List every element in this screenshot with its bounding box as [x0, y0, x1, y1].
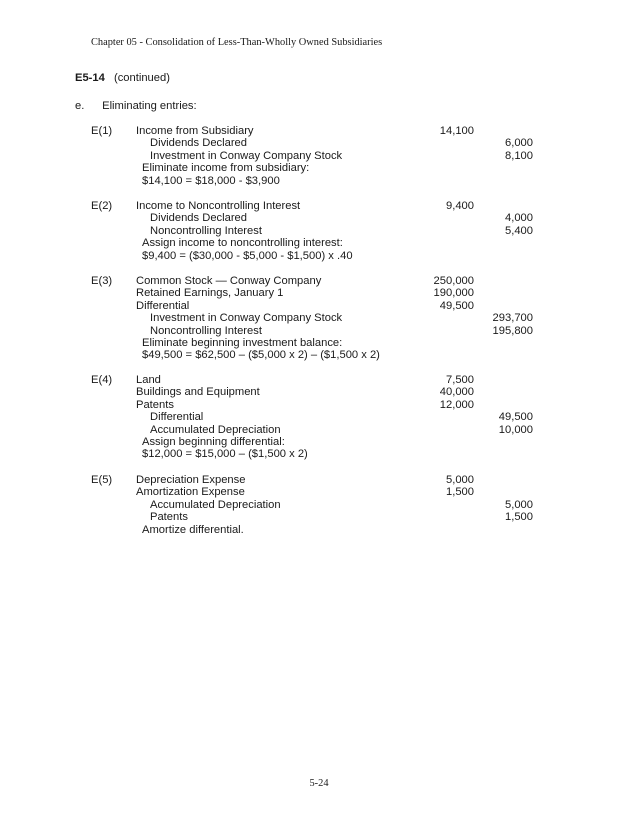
exercise-number: E5-14 — [75, 72, 105, 84]
credit-amount: 6,000 — [505, 137, 533, 150]
account-name: Noncontrolling Interest — [150, 224, 262, 237]
entry-id: E(1) — [91, 125, 113, 137]
credit-amount: 4,000 — [505, 212, 533, 225]
entry-line — [0, 499, 638, 511]
entry-explanation — [0, 237, 638, 249]
part-label: e. — [75, 100, 85, 112]
journal-entry — [0, 200, 638, 262]
account-name: Income to Noncontrolling Interest — [136, 200, 301, 212]
entry-explanation — [0, 349, 638, 361]
credit-amount: 8,100 — [505, 149, 533, 162]
account-name: Amortization Expense — [136, 486, 245, 499]
credit-amount: 293,700 — [492, 312, 533, 325]
entry-line — [0, 200, 638, 212]
entry-line — [0, 386, 638, 398]
debit-amount: 40,000 — [439, 386, 474, 399]
explanation-text: $14,100 = $18,000 - $3,900 — [142, 174, 280, 187]
entry-line — [0, 486, 638, 498]
entry-id: E(4) — [91, 374, 113, 386]
entry-line — [0, 399, 638, 411]
explanation-text: Amortize differential. — [142, 523, 244, 536]
entry-line — [0, 300, 638, 312]
account-name: Retained Earnings, January 1 — [136, 287, 284, 300]
entry-explanation — [0, 250, 638, 262]
entry-line — [0, 411, 638, 423]
account-name: Depreciation Expense — [136, 474, 246, 486]
debit-amount: 5,000 — [446, 474, 474, 486]
entry-line — [0, 325, 638, 337]
explanation-text: $9,400 = ($30,000 - $5,000 - $1,500) x .40 — [142, 249, 353, 262]
entry-explanation — [0, 175, 638, 187]
account-name: Noncontrolling Interest — [150, 324, 262, 337]
entry-line — [0, 287, 638, 299]
entry-line — [0, 275, 638, 287]
entry-id: E(3) — [91, 275, 113, 287]
explanation-text: Assign income to noncontrolling interest: — [142, 237, 343, 250]
entry-id: E(2) — [91, 200, 113, 212]
entry-id: E(5) — [91, 474, 113, 486]
credit-amount: 195,800 — [492, 324, 533, 337]
entry-line — [0, 125, 638, 137]
account-name: Patents — [136, 398, 174, 411]
debit-amount: 9,400 — [446, 200, 474, 212]
entry-line — [0, 474, 638, 486]
part-title: Eliminating entries: — [102, 100, 197, 112]
debit-amount: 12,000 — [439, 398, 474, 411]
entry-explanation — [0, 337, 638, 349]
account-name: Differential — [136, 299, 190, 312]
account-name: Dividends Declared — [150, 212, 248, 225]
credit-amount: 5,400 — [505, 224, 533, 237]
entry-line — [0, 212, 638, 224]
credit-amount: 49,500 — [498, 411, 533, 424]
account-name: Investment in Conway Company Stock — [150, 312, 343, 325]
account-name: Differential — [150, 411, 204, 424]
account-name: Buildings and Equipment — [136, 386, 260, 399]
explanation-text: $12,000 = $15,000 – ($1,500 x 2) — [142, 448, 308, 461]
entry-line — [0, 312, 638, 324]
entry-line — [0, 511, 638, 523]
explanation-text: Eliminate income from subsidiary: — [142, 162, 310, 175]
account-name: Land — [136, 374, 161, 386]
debit-amount: 1,500 — [446, 486, 474, 499]
entry-line — [0, 424, 638, 436]
debit-amount: 250,000 — [433, 275, 474, 287]
exercise-note: (continued) — [113, 72, 170, 84]
entry-explanation — [0, 436, 638, 448]
entry-explanation — [0, 524, 638, 536]
journal-entry — [0, 275, 638, 362]
entry-explanation — [0, 448, 638, 460]
account-name: Accumulated Depreciation — [150, 423, 281, 436]
account-name: Investment in Conway Company Stock — [150, 149, 343, 162]
debit-amount: 7,500 — [446, 374, 474, 386]
page-number: 5-24 — [309, 778, 329, 789]
chapter-header: Chapter 05 - Consolidation of Less-Than-Wholly Owned Subsidiaries — [91, 37, 383, 48]
exercise-title — [75, 72, 170, 84]
entry-line — [0, 374, 638, 386]
debit-amount: 14,100 — [439, 125, 474, 137]
credit-amount: 1,500 — [505, 511, 533, 524]
credit-amount: 10,000 — [498, 423, 533, 436]
part-heading — [75, 100, 197, 112]
entry-line — [0, 137, 638, 149]
journal-entry — [0, 374, 638, 461]
credit-amount: 5,000 — [505, 498, 533, 511]
account-name: Accumulated Depreciation — [150, 498, 281, 511]
account-name: Patents — [150, 511, 188, 524]
entry-line — [0, 150, 638, 162]
journal-entry — [0, 125, 638, 187]
explanation-text: Assign beginning differential: — [142, 435, 285, 448]
entry-line — [0, 225, 638, 237]
account-name: Dividends Declared — [150, 137, 248, 150]
explanation-text: $49,500 = $62,500 – ($5,000 x 2) – ($1,500 x 2) — [142, 349, 380, 362]
debit-amount: 49,500 — [439, 299, 474, 312]
account-name: Common Stock — Conway Company — [136, 275, 322, 287]
journal-entry — [0, 474, 638, 536]
explanation-text: Eliminate beginning investment balance: — [142, 336, 343, 349]
debit-amount: 190,000 — [433, 287, 474, 300]
entry-explanation — [0, 162, 638, 174]
account-name: Income from Subsidiary — [136, 125, 254, 137]
